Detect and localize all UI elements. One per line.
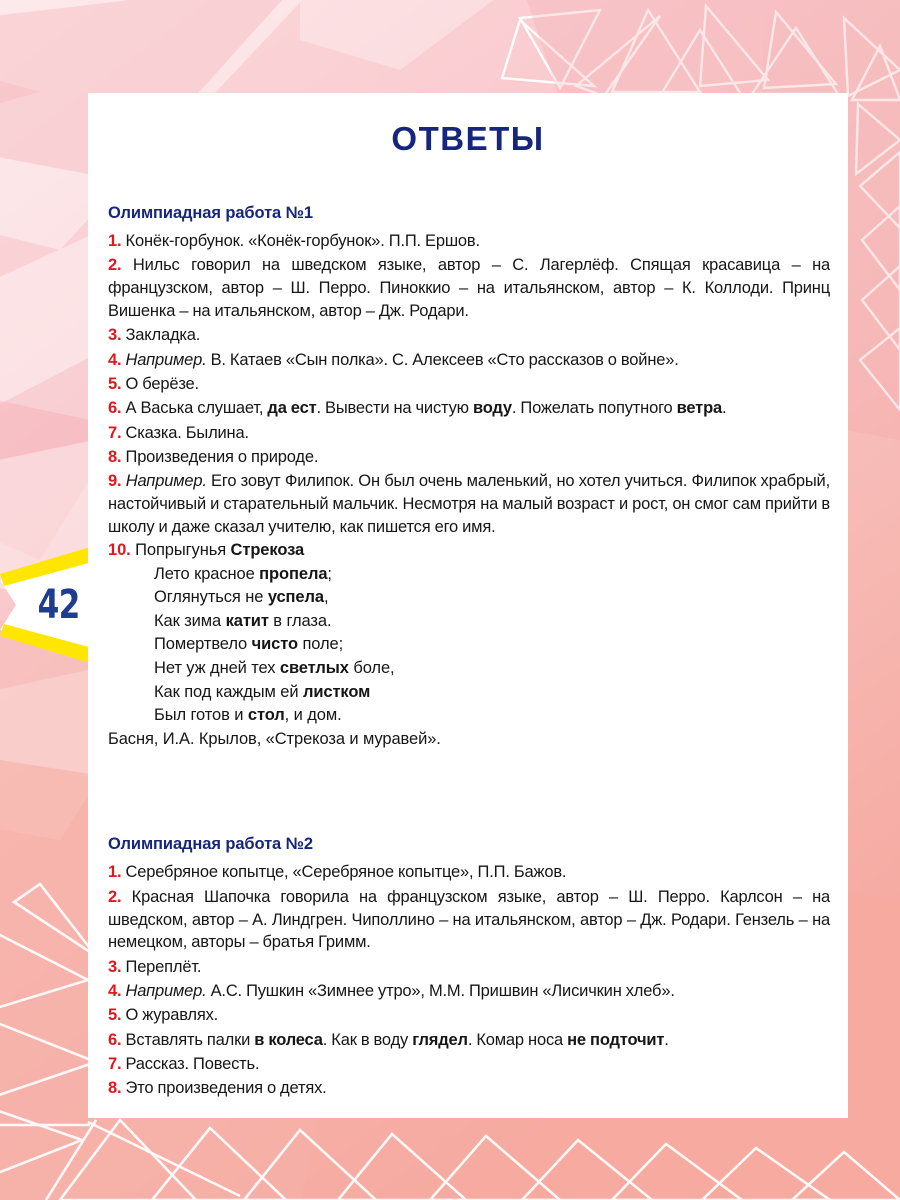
text-run-italic: Например. <box>125 350 207 369</box>
text-run-normal: , и дом. <box>284 706 342 725</box>
text-run-normal: О берёзе. <box>121 375 199 394</box>
text-run-normal: Это произведения о детях. <box>121 1079 327 1098</box>
answer-item <box>108 254 830 323</box>
text-run-bold: да ест <box>267 399 317 418</box>
poem-line <box>108 704 830 728</box>
text-run-bold: успела <box>267 588 324 607</box>
section-heading: Олимпиадная работа №1 <box>108 204 313 222</box>
text-run-normal: . <box>721 399 727 418</box>
answer-item <box>108 230 830 253</box>
answer-item <box>108 446 830 469</box>
answer-number: 5. <box>108 1006 122 1025</box>
page-title: ОТВЕТЫ <box>391 120 545 157</box>
text-run-bold: в колеса <box>254 1030 323 1049</box>
text-run-normal: Попрыгунья <box>135 540 231 559</box>
answer-item <box>108 470 830 539</box>
text-run-normal: В. Катаев «Сын полка». С. Алексеев «Сто рассказов о войне». <box>206 350 679 369</box>
text-run-bold: чисто <box>251 635 298 654</box>
answer-item <box>108 1004 830 1027</box>
poem-line <box>108 539 830 563</box>
text-run-normal: . Комар носа <box>467 1030 568 1049</box>
text-run-normal: Закладка. <box>121 326 201 345</box>
text-run-bold: катит <box>225 611 269 630</box>
answer-number: 3. <box>108 957 122 976</box>
answer-item <box>108 349 830 372</box>
text-run-normal: Вставлять палки <box>121 1030 255 1049</box>
text-run-bold: не подточит <box>567 1030 665 1049</box>
answer-item <box>108 956 830 979</box>
text-run-normal: Его зовут Филипок. Он был очень маленький, но хотел учиться. Филипок храбрый, настойчивый и старательный мальчик. Несмотря на малый возраст и рост, он смог сам прийти в школу и даже сказал учителю, как пишется его имя. <box>108 472 830 537</box>
answer-number: 1. <box>108 863 122 882</box>
answer-item <box>108 886 830 955</box>
text-run-normal: А Васька слушает, <box>121 399 268 418</box>
text-run-normal: ; <box>327 564 332 583</box>
page-number-badge <box>0 530 100 680</box>
answer-item <box>108 373 830 396</box>
text-run-bold: пропела <box>259 564 328 583</box>
text-run-bold: Стрекоза <box>230 540 305 559</box>
poem-line <box>108 657 830 681</box>
answer-number: 8. <box>108 448 122 467</box>
text-run-normal: О журавлях. <box>121 1006 219 1025</box>
answer-item <box>108 422 830 445</box>
answer-item <box>108 324 830 347</box>
poem-line <box>108 563 830 587</box>
answer-list <box>108 861 830 1100</box>
text-run-bold: воду <box>472 399 512 418</box>
text-run-normal: Красная Шапочка говорила на французском языке, автор – Ш. Перро. Карлсон – на шведском, автор – А. Линдгрен. Чиполлино – на итальянском, автор – Дж. Родари. Гензель – на немецком, авторы – братья Гримм. <box>108 887 830 952</box>
section-olympiad-1 <box>108 204 830 751</box>
answer-item <box>108 397 830 420</box>
answer-number: 2. <box>108 887 122 906</box>
text-run-normal: . Пожелать попутного <box>511 399 677 418</box>
text-run-normal: Лето красное <box>154 564 260 583</box>
answer-number: 2. <box>108 256 122 275</box>
section-olympiad-2 <box>108 835 830 1100</box>
text-run-normal: Как под каждым ей <box>154 682 303 701</box>
poem-line <box>108 633 830 657</box>
answer-number: 7. <box>108 1055 122 1074</box>
answer-number: 9. <box>108 472 122 491</box>
text-run-normal: , <box>323 588 329 607</box>
content-card <box>88 93 848 1118</box>
text-run-normal: Серебряное копытце, «Серебряное копытце», П.П. Бажов. <box>121 863 567 882</box>
text-run-bold: глядел <box>412 1030 468 1049</box>
text-run-normal: Был готов и <box>154 706 248 725</box>
text-run-normal: боле, <box>348 658 395 677</box>
text-run-normal: Как зима <box>154 611 226 630</box>
poem-line <box>108 681 830 705</box>
answer-number: 10. <box>108 540 136 559</box>
text-run-normal: Конёк-горбунок. «Конёк-горбунок». П.П. Ершов. <box>121 232 480 250</box>
text-run-bold: листком <box>302 682 371 701</box>
answer-item <box>108 980 830 1003</box>
text-run-bold: ветра <box>676 399 722 418</box>
poem-line <box>108 610 830 634</box>
answer-number: 5. <box>108 375 122 394</box>
answer-number: 1. <box>108 232 122 250</box>
text-run-bold: стол <box>247 706 285 725</box>
text-run-normal: . Как в воду <box>322 1030 413 1049</box>
answer-number: 6. <box>108 399 122 418</box>
answer-list <box>108 230 830 539</box>
text-run-normal: Сказка. Былина. <box>121 423 249 442</box>
text-run-normal: в глаза. <box>268 611 332 630</box>
text-run-normal: Произведения о природе. <box>121 448 319 467</box>
answer-number: 6. <box>108 1030 122 1049</box>
poem-line <box>108 586 830 610</box>
text-run-normal: А.С. Пушкин «Зимнее утро», М.М. Пришвин «Лисичкин хлеб». <box>206 982 675 1001</box>
poem-caption: Басня, И.А. Крылов, «Стрекоза и муравей». <box>108 729 441 748</box>
section-heading: Олимпиадная работа №2 <box>108 835 313 854</box>
answer-item <box>108 1077 830 1100</box>
answer-item <box>108 861 830 884</box>
text-run-italic: Например. <box>125 472 207 491</box>
text-run-normal: Нет уж дней тех <box>154 658 280 677</box>
answer-number: 7. <box>108 423 122 442</box>
text-run-normal: Рассказ. Повесть. <box>121 1055 260 1074</box>
text-run-normal: . <box>664 1030 669 1049</box>
text-run-normal: . Вывести на чистую <box>316 399 473 418</box>
text-run-normal: Помертвело <box>154 635 252 654</box>
text-run-normal: Нильс говорил на шведском языке, автор – С. Лагерлёф. Спящая красавица – на французском, автор – Ш. Перро. Пиноккио – на итальянском, автор – К. Коллоди. Принц Вишенка – на итальянском, автор – Дж. Родари. <box>108 256 830 321</box>
answers-content <box>88 204 848 1100</box>
text-run-bold: светлых <box>279 658 349 677</box>
text-run-italic: Например. <box>125 982 207 1001</box>
answer-number: 3. <box>108 326 122 345</box>
poem-block <box>108 539 830 751</box>
text-run-normal: Оглянуться не <box>154 588 268 607</box>
answer-number: 4. <box>108 982 122 1001</box>
answer-number: 4. <box>108 350 122 369</box>
text-run-normal: поле; <box>297 635 344 654</box>
answer-number: 8. <box>108 1079 122 1098</box>
text-run-normal: Переплёт. <box>121 957 202 976</box>
page-number-text: 42 <box>37 582 80 628</box>
answer-item <box>108 1053 830 1076</box>
answer-item <box>108 1029 830 1052</box>
